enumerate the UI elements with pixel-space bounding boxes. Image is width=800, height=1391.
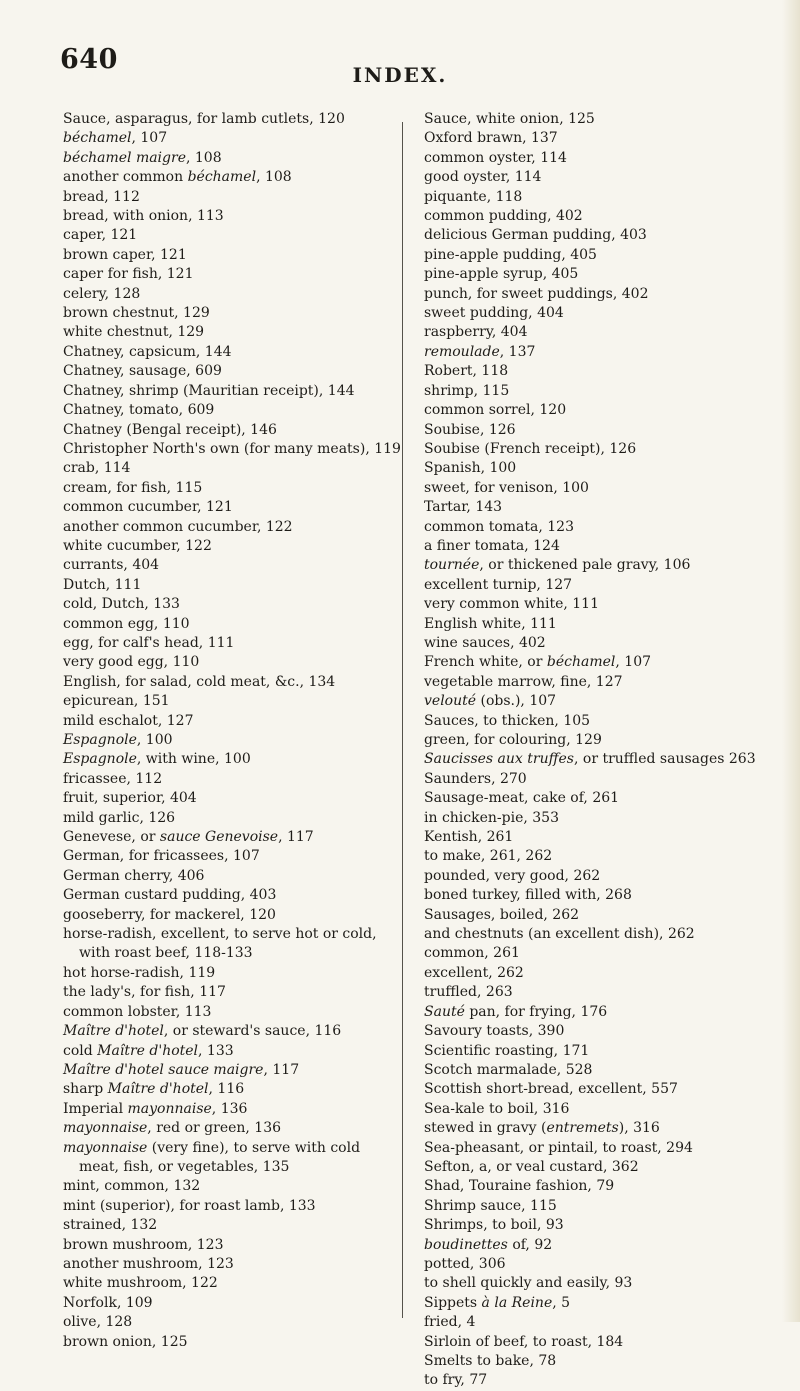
index-entry: common, 261 bbox=[424, 945, 520, 962]
index-entry: vegetable marrow, fine, 127 bbox=[424, 673, 623, 690]
index-entry: common tomata, 123 bbox=[424, 518, 574, 535]
index-column-right bbox=[424, 110, 776, 1391]
index-entry: French white, or béchamel, 107 bbox=[424, 654, 652, 671]
index-entry: delicious German pudding, 403 bbox=[424, 227, 647, 244]
index-entry: wine sauces, 402 bbox=[424, 634, 546, 651]
index-entry: Christopher North's own (for many meats), 119 bbox=[63, 440, 401, 457]
index-entry: sweet, for venison, 100 bbox=[424, 479, 589, 496]
index-entry: Soubise (French receipt), 126 bbox=[424, 440, 637, 457]
index-entry: the lady's, for fish, 117 bbox=[63, 984, 226, 1001]
index-entry: Chatney, capsicum, 144 bbox=[63, 343, 232, 360]
index-entry: Robert, 118 bbox=[424, 363, 509, 380]
index-entry: brown mushroom, 123 bbox=[63, 1236, 224, 1253]
index-entry: potted, 306 bbox=[424, 1255, 506, 1272]
index-entry: Sausages, boiled, 262 bbox=[424, 906, 580, 923]
index-entry: celery, 128 bbox=[63, 285, 141, 302]
index-entry: Imperial mayonnaise, 136 bbox=[63, 1100, 248, 1117]
index-entry: common oyster, 114 bbox=[424, 149, 567, 166]
index-entry: pine-apple syrup, 405 bbox=[424, 266, 579, 283]
index-entry: German custard pudding, 403 bbox=[63, 887, 277, 904]
index-entry: velouté (obs.), 107 bbox=[424, 693, 557, 710]
index-entry: to fry, 77 bbox=[424, 1372, 488, 1389]
index-entry: stewed in gravy (entremets), 316 bbox=[424, 1120, 660, 1137]
index-entry: Tartar, 143 bbox=[424, 499, 503, 516]
index-entry: boudinettes of, 92 bbox=[424, 1236, 553, 1253]
index-entry: in chicken-pie, 353 bbox=[424, 809, 559, 826]
index-entry: Sauté pan, for frying, 176 bbox=[424, 1003, 608, 1020]
index-entry: green, for colouring, 129 bbox=[424, 732, 602, 748]
index-entry: Soubise, 126 bbox=[424, 421, 516, 438]
running-head: INDEX. bbox=[352, 63, 448, 87]
index-entry: German cherry, 406 bbox=[63, 867, 205, 884]
index-entry: pine-apple pudding, 405 bbox=[424, 246, 597, 263]
index-entry: common pudding, 402 bbox=[424, 208, 583, 225]
index-entry: Dutch, 111 bbox=[63, 576, 142, 593]
index-entry: Espagnole, with wine, 100 bbox=[63, 751, 251, 768]
index-entry: epicurean, 151 bbox=[63, 693, 170, 710]
index-entry: egg, for calf's head, 111 bbox=[63, 634, 235, 651]
index-entry: tournée, or thickened pale gravy, 106 bbox=[424, 557, 691, 574]
index-entry: fried, 4 bbox=[424, 1314, 476, 1331]
index-entry: strained, 132 bbox=[63, 1217, 158, 1234]
index-entry: white cucumber, 122 bbox=[63, 537, 212, 554]
index-entry: to shell quickly and easily, 93 bbox=[424, 1275, 633, 1292]
index-entry: béchamel maigre, 108 bbox=[63, 149, 222, 166]
index-entry: Maître d'hotel sauce maigre, 117 bbox=[63, 1061, 300, 1078]
index-entry: a finer tomata, 124 bbox=[424, 537, 560, 554]
page-edge-shadow bbox=[782, 0, 800, 1322]
index-entry: pounded, very good, 262 bbox=[424, 867, 601, 884]
index-entry: sharp Maître d'hotel, 116 bbox=[63, 1081, 245, 1098]
index-entry: Chatney, shrimp (Mauritian receipt), 144 bbox=[63, 382, 355, 399]
index-entry: to make, 261, 262 bbox=[424, 848, 553, 865]
index-entry: common lobster, 113 bbox=[63, 1003, 212, 1020]
index-entry: very common white, 111 bbox=[424, 596, 599, 613]
index-entry: Maître d'hotel, or steward's sauce, 116 bbox=[63, 1023, 342, 1040]
index-entry: remoulade, 137 bbox=[424, 343, 536, 360]
index-entry: Scotch marmalade, 528 bbox=[424, 1061, 593, 1078]
index-entry: currants, 404 bbox=[63, 557, 160, 574]
index-entry: béchamel, 107 bbox=[63, 130, 168, 147]
index-entry: mild eschalot, 127 bbox=[63, 712, 194, 729]
index-entry: mayonnaise (very fine), to serve with cold meat, fish, or vegetables, 135 bbox=[63, 1139, 361, 1175]
index-entry: Shrimps, to boil, 93 bbox=[424, 1217, 564, 1234]
index-entry: hot horse-radish, 119 bbox=[63, 964, 216, 981]
index-entry: excellent, 262 bbox=[424, 964, 524, 981]
index-entry: Sauce, white onion, 125 bbox=[424, 111, 595, 127]
index-entry: Scientific roasting, 171 bbox=[424, 1042, 590, 1059]
index-entry: Genevese, or sauce Genevoise, 117 bbox=[63, 829, 314, 846]
index-entry: brown caper, 121 bbox=[63, 246, 187, 263]
index-entry: mint (superior), for roast lamb, 133 bbox=[63, 1197, 316, 1214]
index-entry: piquante, 118 bbox=[424, 188, 523, 205]
index-entry: boned turkey, filled with, 268 bbox=[424, 887, 632, 904]
index-entry: caper for fish, 121 bbox=[63, 266, 194, 283]
index-entry: good oyster, 114 bbox=[424, 169, 542, 186]
index-entry: Espagnole, 100 bbox=[63, 732, 173, 748]
column-divider bbox=[402, 122, 403, 1318]
index-entry: common sorrel, 120 bbox=[424, 402, 567, 419]
index-entry: Savoury toasts, 390 bbox=[424, 1023, 565, 1040]
index-entry: Sauces, to thicken, 105 bbox=[424, 712, 591, 729]
index-entry: crab, 114 bbox=[63, 460, 131, 477]
index-entry: Shad, Touraine fashion, 79 bbox=[424, 1178, 615, 1195]
index-entry: another mushroom, 123 bbox=[63, 1255, 234, 1272]
index-entry: Chatney, tomato, 609 bbox=[63, 402, 215, 419]
index-entry: German, for fricassees, 107 bbox=[63, 848, 260, 865]
index-entry: bread, 112 bbox=[63, 188, 140, 205]
index-entry: sweet pudding, 404 bbox=[424, 305, 564, 322]
index-entry: fricassee, 112 bbox=[63, 770, 163, 787]
index-entry: Sea-pheasant, or pintail, to roast, 294 bbox=[424, 1139, 693, 1156]
index-entry: raspberry, 404 bbox=[424, 324, 528, 341]
index-entry: cream, for fish, 115 bbox=[63, 479, 203, 496]
index-entry: Sirloin of beef, to roast, 184 bbox=[424, 1333, 624, 1350]
index-entry: Shrimp sauce, 115 bbox=[424, 1197, 557, 1214]
index-entry: Spanish, 100 bbox=[424, 460, 517, 477]
index-entry: Sea-kale to boil, 316 bbox=[424, 1100, 570, 1117]
index-entry: fruit, superior, 404 bbox=[63, 790, 197, 807]
index-entry: caper, 121 bbox=[63, 227, 138, 244]
index-entry: brown chestnut, 129 bbox=[63, 305, 210, 322]
index-entry: very good egg, 110 bbox=[63, 654, 200, 671]
index-entry: Scottish short-bread, excellent, 557 bbox=[424, 1081, 678, 1098]
page-number: 640 bbox=[60, 44, 118, 75]
index-entry: English, for salad, cold meat, &c., 134 bbox=[63, 673, 336, 690]
index-entry: Smelts to bake, 78 bbox=[424, 1353, 557, 1369]
index-entry: and chestnuts (an excellent dish), 262 bbox=[424, 926, 695, 943]
index-entry: English white, 111 bbox=[424, 615, 557, 632]
index-entry: common cucumber, 121 bbox=[63, 499, 233, 516]
index-entry: Sefton, a, or veal custard, 362 bbox=[424, 1158, 639, 1175]
index-entry: cold, Dutch, 133 bbox=[63, 596, 180, 613]
index-entry: excellent turnip, 127 bbox=[424, 576, 573, 593]
index-entry: Norfolk, 109 bbox=[63, 1294, 153, 1311]
index-entry: punch, for sweet puddings, 402 bbox=[424, 285, 649, 302]
index-entry: Oxford brawn, 137 bbox=[424, 130, 558, 147]
index-entry: another common cucumber, 122 bbox=[63, 518, 293, 535]
index-entry: mayonnaise, red or green, 136 bbox=[63, 1120, 282, 1137]
index-entry: horse-radish, excellent, to serve hot or cold, with roast beef, 118-133 bbox=[63, 926, 377, 962]
index-entry: common egg, 110 bbox=[63, 615, 190, 632]
index-entry: Sauce, asparagus, for lamb cutlets, 120 bbox=[63, 111, 345, 127]
index-entry: mint, common, 132 bbox=[63, 1178, 201, 1195]
index-entry: truffled, 263 bbox=[424, 984, 513, 1001]
index-entry: Kentish, 261 bbox=[424, 829, 514, 846]
index-entry: Sausage-meat, cake of, 261 bbox=[424, 790, 620, 807]
index-entry: white mushroom, 122 bbox=[63, 1275, 218, 1292]
index-column-left bbox=[63, 110, 403, 1352]
index-entry: gooseberry, for mackerel, 120 bbox=[63, 906, 276, 923]
index-entry: Sippets à la Reine, 5 bbox=[424, 1294, 571, 1311]
index-entry: Saunders, 270 bbox=[424, 770, 527, 787]
index-entry: olive, 128 bbox=[63, 1314, 133, 1331]
index-entry: bread, with onion, 113 bbox=[63, 208, 224, 225]
index-entry: Chatney (Bengal receipt), 146 bbox=[63, 421, 277, 438]
index-entry: mild garlic, 126 bbox=[63, 809, 176, 826]
index-entry: cold Maître d'hotel, 133 bbox=[63, 1042, 234, 1059]
index-entry: Saucisses aux truffes, or truffled sausages 263 bbox=[424, 751, 756, 768]
index-entry: white chestnut, 129 bbox=[63, 324, 205, 341]
index-entry: shrimp, 115 bbox=[424, 382, 510, 399]
index-entry: Chatney, sausage, 609 bbox=[63, 363, 222, 380]
index-entry: brown onion, 125 bbox=[63, 1333, 188, 1350]
index-entry: another common béchamel, 108 bbox=[63, 169, 292, 186]
